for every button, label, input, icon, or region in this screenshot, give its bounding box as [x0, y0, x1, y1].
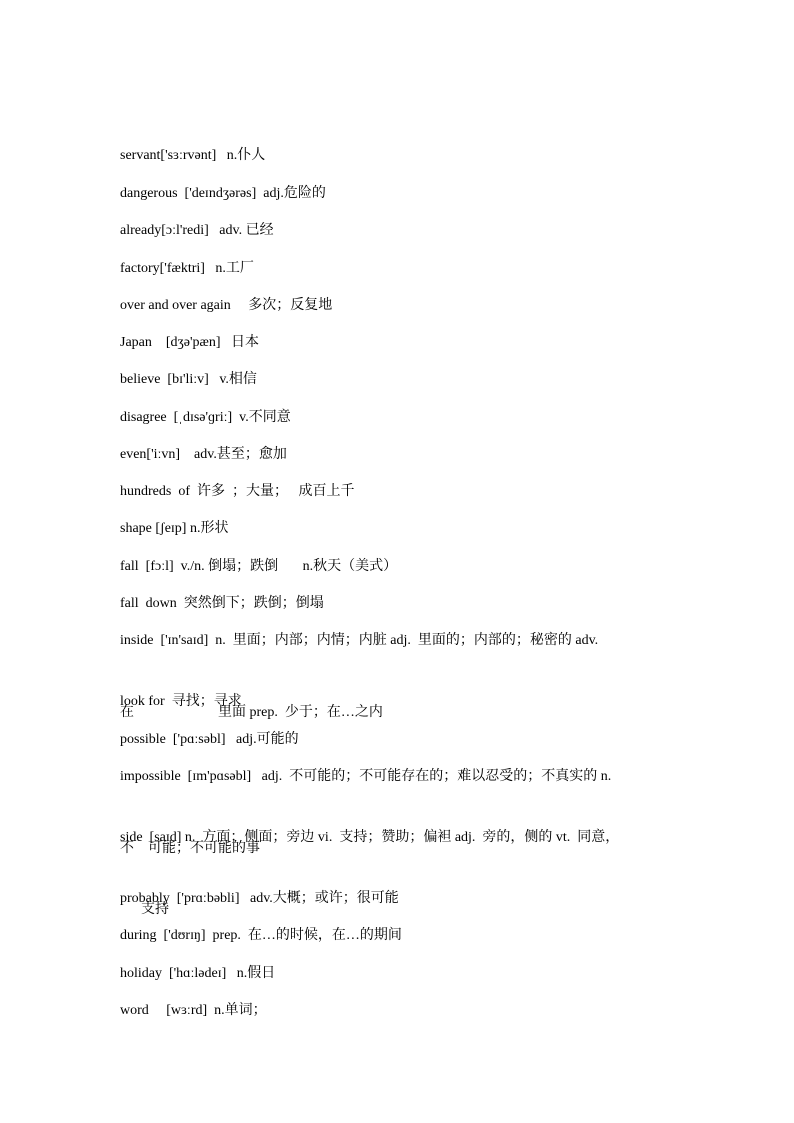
entry-text: Japan [dʒə'pæn] 日本: [120, 335, 259, 350]
entry-text: impossible [ɪm'pɑsəbl] adj. 不可能的；不可能存在的；难以忍受的；不真实的 n.: [120, 769, 612, 784]
vocab-entry-word: [120, 951, 680, 1071]
entry-text-continued: 支持: [120, 902, 169, 917]
entry-text: side [saɪd] n. 方面；侧面；旁边 vi. 支持；赞助；偏袒 adj. 旁的，侧的 vt. 同意，: [120, 830, 620, 845]
entry-text: believe [bɪ'liːv] v.相信: [120, 372, 257, 387]
entry-text: inside ['ɪn'saɪd] n. 里面；内部；内情；内脏 adj. 里面的；内部的；秘密的 adv.: [120, 633, 599, 648]
entry-text: look for 寻找；寻求: [120, 694, 242, 709]
entry-text: holiday ['hɑːlədeɪ] n.假日: [120, 966, 276, 981]
entry-text: disagree [ˌdɪsə'ɡriː] v.不同意: [120, 410, 291, 425]
entry-text: hundreds of 许多 ；大量； 成百上千: [120, 484, 355, 499]
entry-text: word [wɜːrd] n.单词；: [120, 1003, 267, 1018]
entry-text: during ['dʊrɪŋ] prep. 在…的时候，在…的期间: [120, 928, 402, 943]
entry-text: already[ɔːl'redi] adv. 已经: [120, 223, 274, 238]
entry-text: probably ['prɑːbəbli] adv.大概；或许；很可能: [120, 891, 399, 906]
entry-text-continued: 不 可能；不可能的事: [120, 841, 260, 856]
entry-text: dangerous ['deɪndʒərəs] adj.危险的: [120, 186, 326, 201]
entry-text: even['iːvn] adv.甚至；愈加: [120, 447, 287, 462]
entry-text: factory['fæktri] n.工厂: [120, 261, 254, 276]
entry-text: shape [ʃeɪp] n.形状: [120, 521, 229, 536]
entry-text: servant['sɜːrvənt] n.仆人: [120, 148, 266, 163]
entry-text: fall down 突然倒下；跌倒；倒塌: [120, 596, 324, 611]
entry-text: fall [fɔːl] v./n. 倒塌；跌倒 n.秋天（美式）: [120, 559, 398, 574]
entry-text: possible ['pɑːsəbl] adj.可能的: [120, 732, 299, 747]
entry-text: over and over again 多次；反复地: [120, 298, 333, 313]
entry-text-continued: 在 里面 prep. 少于；在…之内: [120, 705, 383, 720]
